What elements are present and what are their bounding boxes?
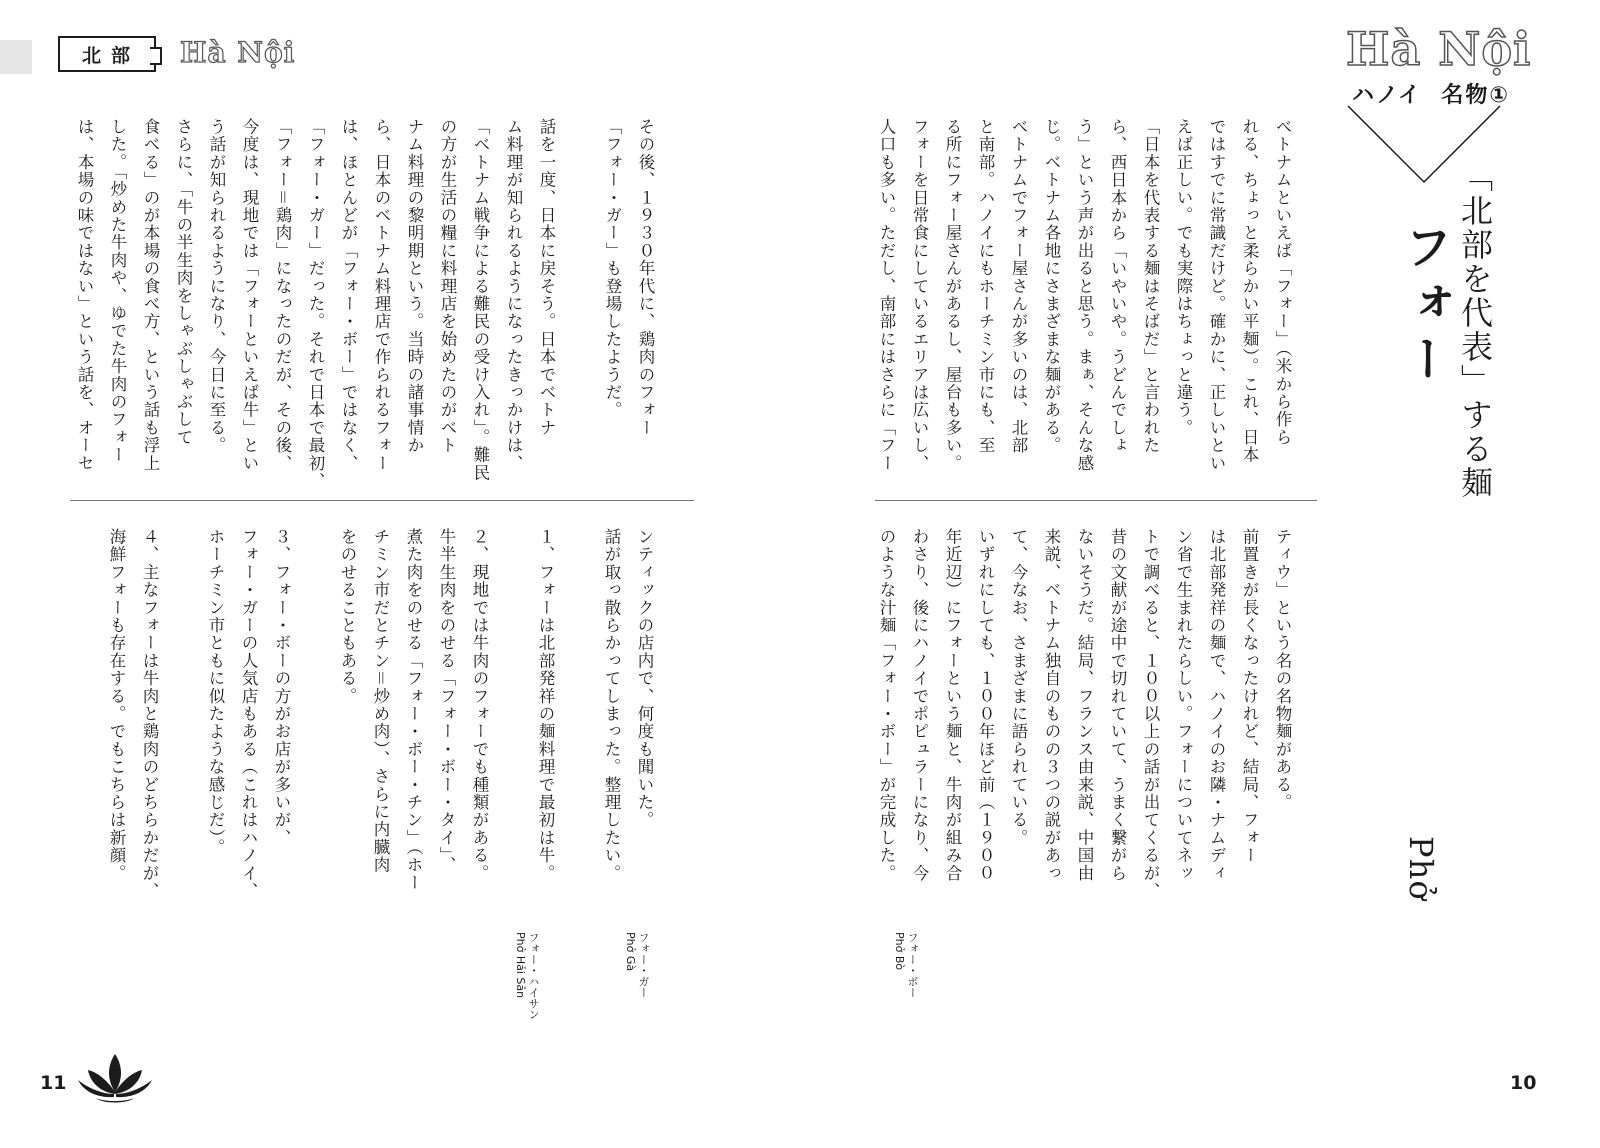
text-column: いずれにしても、１００年ほど前（１９００	[976, 528, 995, 882]
text-column: 海鮮フォーも存在する。でもこちらは新顔。	[107, 528, 126, 882]
text-column: チミン市だとチン＝炒め肉）、さらに内臓肉	[371, 528, 390, 874]
text-column: ないそうだ。結局、フランス由来説、中国由	[1075, 528, 1094, 882]
title-main: フォー	[1396, 222, 1452, 390]
page-number-right: 10	[1510, 1072, 1537, 1094]
text-column: と南部。ハノイにもホーチミン市にも、至	[976, 118, 995, 455]
text-column: 話が取っ散らかってしまった。整理したい。	[602, 528, 621, 882]
caption-jp: フォー・ハイサン	[527, 932, 540, 1020]
left-upper-text	[68, 118, 695, 498]
text-column: 牛半生肉をのせる「フォー・ボー・タイ」、	[437, 528, 456, 874]
running-title: Hà Nội	[180, 36, 296, 69]
text-column: の方が生活の糧に料理店を始めたのがベト	[438, 118, 457, 455]
text-column: る所にフォー屋さんがあるし、屋台も多い。	[943, 118, 962, 472]
text-column: 「フォー・ガー」も登場したようだ。	[603, 118, 622, 419]
lotus-icon	[74, 1050, 156, 1106]
text-column: した。「炒めた牛肉や、ゆでた牛肉のフォー	[108, 118, 127, 464]
section-label: 北部	[58, 36, 156, 72]
text-column: ３、フォー・ボーの方がお店が多いが、	[272, 528, 291, 847]
text-column: ティウ」という名の名物麺がある。	[1273, 528, 1292, 812]
text-column: 「フォー・ガー」だった。それで日本で最初、	[306, 118, 325, 490]
text-column: ２、現地では牛肉のフォーでも種類がある。	[470, 528, 489, 882]
text-column: その後、１９３０年代に、鶏肉のフォー	[636, 118, 655, 437]
column-divider-left	[70, 500, 694, 501]
page-subtitle: ハノイ 名物①	[1352, 83, 1510, 108]
text-column: フォーを日常食にしているエリアは広いし、	[910, 118, 929, 472]
text-column: れる、ちょっと柔らかい平麺）。これ、日本	[1240, 118, 1259, 464]
text-column: ら、日本のベトナム料理店で作られるフォー	[372, 118, 391, 472]
page-edge-tab	[0, 40, 32, 74]
text-column: ベトナムといえば「フォー」（米から作ら	[1273, 118, 1292, 447]
left-lower-text	[100, 528, 694, 918]
text-column: ム料理が知られるようになったきっかけは、	[504, 118, 523, 472]
text-column: ナム料理の黎明期という。当時の諸事情か	[405, 118, 424, 455]
text-column: 前置きが長くなったけれど、結局、フォー	[1240, 528, 1259, 865]
caption-pho-hai-san	[514, 932, 553, 1020]
text-column: 今度は、現地では「フォーといえば牛」とい	[240, 118, 259, 472]
text-column: う」という声が出ると思う。まぁ、そんな感	[1075, 118, 1094, 472]
text-column: 話を一度、日本に戻そう。日本でベトナ	[537, 118, 556, 437]
caption-jp: フォー・ガー	[637, 932, 650, 998]
caption-pho-ga	[624, 932, 663, 998]
page-number-left: 11	[40, 1072, 67, 1094]
caption-vn: Phở Hải Sản	[514, 932, 527, 999]
text-column: えば正しい。でも実際はちょっと違う。	[1174, 118, 1193, 437]
text-column: をのせることもある。	[338, 528, 357, 705]
text-column: さらに、「牛の半生肉をしゃぶしゃぶして	[174, 118, 193, 447]
text-column: は北部発祥の麺で、ハノイのお隣・ナムディ	[1207, 528, 1226, 882]
text-column: う話が知られるようになり、今日に至る。	[207, 118, 226, 455]
text-column: は、ほとんどが「フォー・ボー」ではなく、	[339, 118, 358, 472]
right-lower-text	[870, 528, 1332, 918]
text-column: ンティックの店内で、何度も聞いた。	[635, 528, 654, 829]
section-label-notch	[150, 47, 162, 65]
text-column: 「フォー＝鶏肉」になったのだが、その後、	[273, 118, 292, 472]
text-column: 「ベトナム戦争による難民の受け入れ」。難民	[471, 118, 490, 482]
column-divider-right	[875, 500, 1317, 501]
text-column: わさり、後にハノイでポピュラーになり、今	[910, 528, 929, 882]
text-column: じ。ベトナム各地にさまざまな麺がある。	[1042, 118, 1061, 455]
text-column: ホーチミン市ともに似たような感じだ）。	[206, 528, 225, 857]
caption-vn: Phở Gà	[624, 932, 637, 972]
text-column: ４、主なフォーは牛肉と鶏肉のどちらかだが、	[140, 528, 159, 900]
text-column: のような汁麺「フォー・ボー」が完成した。	[877, 528, 896, 882]
text-column: て、今なお、さまざまに語られている。	[1009, 528, 1028, 847]
page-title-en: Hà Nội	[1346, 22, 1532, 76]
text-column: トで調べると、１００以上の話が出てくるが、	[1141, 528, 1160, 900]
text-column: 来説、ベトナム独自のものの３つの説があっ	[1042, 528, 1061, 882]
title-latin: Phở	[1402, 836, 1440, 902]
text-column: 食べる」のが本場の食べ方、という話も浮上	[141, 118, 160, 472]
caption-pho-bo	[893, 932, 932, 998]
text-column: フォー・ガーの人気店もある（これはハノイ、	[239, 528, 258, 900]
caption-jp: フォー・ボー	[906, 932, 919, 998]
text-column: 昔の文献が途中で切れていて、うまく繋がら	[1108, 528, 1127, 882]
text-column: ベトナムでフォー屋さんが多いのは、北部	[1009, 118, 1028, 455]
text-column: ン省で生まれたらしい。フォーについてネッ	[1174, 528, 1193, 882]
text-column: 人口も多い。ただし、南部にはさらに「フー	[877, 118, 896, 472]
text-column: 年近辺）にフォーという麺と、牛肉が組み合	[943, 528, 962, 882]
caption-vn: Phở Bò	[893, 932, 906, 971]
text-column: 「日本を代表する麺はそばだ」と言われた	[1141, 118, 1160, 455]
text-column: １、フォーは北部発祥の麺料理で最初は牛。	[536, 528, 555, 882]
title-catchphrase: 「北部を代表」する麺	[1456, 160, 1494, 500]
text-column: ではすでに常識だけど。確かに、正しいとい	[1207, 118, 1226, 472]
text-column: 煮た肉をのせる「フォー・ボー・チン」（ホー	[404, 528, 423, 892]
text-column: ら、西日本から「いやいや。うどんでしょ	[1108, 118, 1127, 455]
text-column: は、本場の味ではない」という話を、オーセ	[75, 118, 94, 472]
right-upper-text	[870, 118, 1332, 498]
